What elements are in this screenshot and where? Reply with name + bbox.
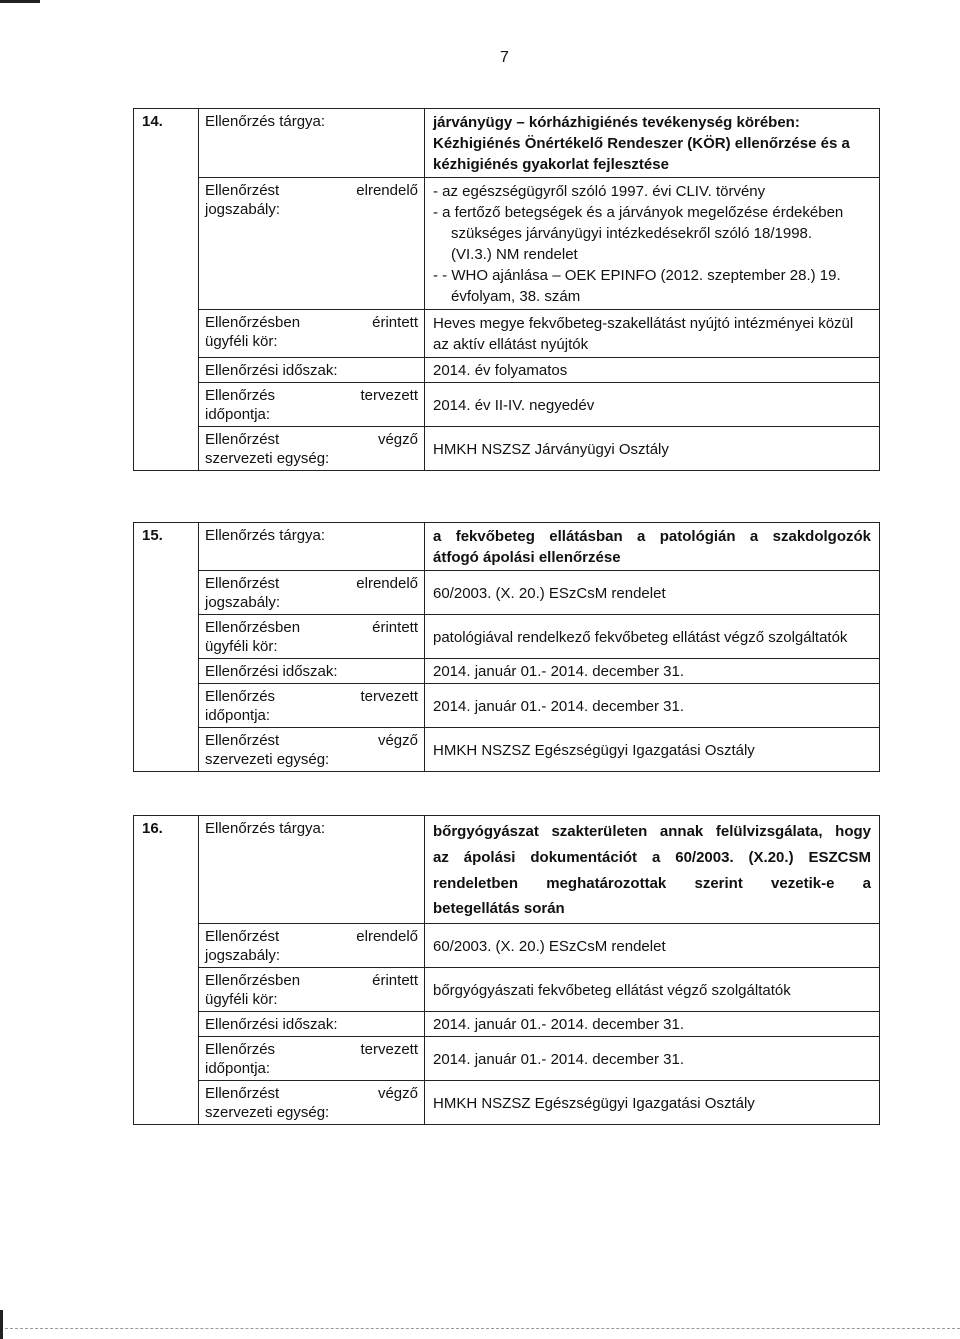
audit-table-16 <box>133 815 880 1125</box>
client-label-word: ügyféli kör: <box>205 333 278 350</box>
client-label-word: Ellenőrzésben <box>205 972 301 989</box>
subject-label-cell <box>199 816 425 924</box>
section-number: 14. <box>134 109 199 471</box>
client-label-word: Ellenőrzésben <box>205 619 301 636</box>
planned-value: 2014. január 01.- 2014. december 31. <box>433 1050 685 1068</box>
client-label-word: ügyféli kör: <box>205 638 278 655</box>
unit-label-cell <box>199 1081 425 1125</box>
subject-line: járványügy – kórházhigiénés tevékenység körében: <box>433 114 800 131</box>
client-line: az aktív ellátást nyújtók <box>433 336 589 353</box>
unit-value: HMKH NSZSZ Egészségügyi Igazgatási Osztály <box>433 741 755 759</box>
planned-label-cell <box>199 684 425 728</box>
law-value: 60/2003. (X. 20.) ESzCsM rendelet <box>433 937 666 955</box>
client-value: patológiával rendelkező fekvőbeteg ellátást végző szolgáltatók <box>433 628 848 646</box>
planned-value-cell <box>425 684 880 728</box>
row-planned <box>134 1037 880 1081</box>
subject-label: Ellenőrzés tárgya: <box>205 113 326 130</box>
law-label-word: jogszabály: <box>205 947 281 964</box>
period-value-cell <box>425 358 880 383</box>
planned-label-word: tervezett <box>360 387 418 404</box>
period-value: 2014. év folyamatos <box>433 362 568 379</box>
client-value-cell <box>425 968 880 1012</box>
row-subject <box>134 109 880 178</box>
law-line: évfolyam, 38. szám <box>451 288 581 305</box>
unit-label-word: végző <box>377 431 418 448</box>
subject-line: kézhigiénés gyakorlat fejlesztése <box>433 156 669 173</box>
unit-label-word: végző <box>377 732 418 749</box>
row-law <box>134 178 880 310</box>
row-period <box>134 1012 880 1037</box>
law-label-word: jogszabály: <box>205 594 281 611</box>
period-label: Ellenőrzési időszak: <box>205 362 338 379</box>
row-planned <box>134 383 880 427</box>
unit-value-cell <box>425 1081 880 1125</box>
planned-label-cell <box>199 383 425 427</box>
subject-line: bőrgyógyászat szakterületen annak felülvizsgálata, hogy <box>433 823 871 840</box>
row-period <box>134 659 880 684</box>
row-subject <box>134 523 880 571</box>
subject-value-cell <box>425 523 880 571</box>
subject-label: Ellenőrzés tárgya: <box>205 527 326 544</box>
subject-label-cell <box>199 523 425 571</box>
unit-label-word: végző <box>377 1085 418 1102</box>
planned-label-cell <box>199 1037 425 1081</box>
row-planned <box>134 684 880 728</box>
unit-value-cell <box>425 728 880 772</box>
period-value: 2014. január 01.- 2014. december 31. <box>433 663 685 680</box>
law-label-cell <box>199 571 425 615</box>
planned-value: 2014. év II-IV. negyedév <box>433 396 595 414</box>
client-label-word: érintett <box>372 972 418 989</box>
client-value: bőrgyógyászati fekvőbeteg ellátást végző szolgáltatók <box>433 981 791 999</box>
planned-label-word: időpontja: <box>205 707 271 724</box>
client-label-word: érintett <box>372 314 418 331</box>
unit-label-cell <box>199 427 425 471</box>
law-line: szükséges járványügyi intézkedésekről szóló 18/1998. <box>451 225 813 242</box>
client-value-cell <box>425 615 880 659</box>
period-label: Ellenőrzési időszak: <box>205 663 338 680</box>
subject-label: Ellenőrzés tárgya: <box>205 820 326 837</box>
period-value: 2014. január 01.- 2014. december 31. <box>433 1016 685 1033</box>
unit-value: HMKH NSZSZ Egészségügyi Igazgatási Osztály <box>433 1094 755 1112</box>
planned-value-cell <box>425 1037 880 1081</box>
law-label-word: elrendelő <box>356 182 418 199</box>
planned-label-word: időpontja: <box>205 406 271 423</box>
client-line: Heves megye fekvőbeteg-szakellátást nyújtó intézményei közül <box>433 315 854 332</box>
planned-label-word: tervezett <box>360 688 418 705</box>
law-value: 60/2003. (X. 20.) ESzCsM rendelet <box>433 584 666 602</box>
planned-label-word: időpontja: <box>205 1060 271 1077</box>
period-label-cell <box>199 1012 425 1037</box>
row-law <box>134 924 880 968</box>
client-label-cell <box>199 310 425 358</box>
law-label-word: Ellenőrzést <box>205 182 280 199</box>
period-value-cell <box>425 659 880 684</box>
unit-label-word: Ellenőrzést <box>205 1085 280 1102</box>
client-label-cell <box>199 615 425 659</box>
row-law <box>134 571 880 615</box>
section-number: 16. <box>134 816 199 1125</box>
planned-label-word: Ellenőrzés <box>205 1041 276 1058</box>
subject-line: az ápolási dokumentációt a 60/2003. (X.20.) ESZCSM <box>433 849 871 866</box>
unit-label-word: szervezeti egység: <box>205 450 330 467</box>
law-value-cell <box>425 571 880 615</box>
client-label-cell <box>199 968 425 1012</box>
law-label-word: jogszabály: <box>205 201 281 218</box>
row-client <box>134 310 880 358</box>
unit-label-word: szervezeti egység: <box>205 1104 330 1121</box>
law-label-word: elrendelő <box>356 575 418 592</box>
law-line: - a fertőző betegségek és a járványok megelőzése érdekében <box>433 204 844 221</box>
law-value-cell <box>425 178 880 310</box>
subject-label-cell <box>199 109 425 178</box>
law-value-cell <box>425 924 880 968</box>
scan-edge-mark <box>0 0 40 3</box>
subject-line: a fekvőbeteg ellátásban a patológián a szakdolgozók <box>433 528 871 545</box>
law-line: - az egészségügyről szóló 1997. évi CLIV. törvény <box>433 183 766 200</box>
subject-value-cell <box>425 109 880 178</box>
section-number: 15. <box>134 523 199 772</box>
law-label-word: elrendelő <box>356 928 418 945</box>
row-client <box>134 968 880 1012</box>
audit-table-14 <box>133 108 880 471</box>
unit-value-cell <box>425 427 880 471</box>
period-label-cell <box>199 659 425 684</box>
period-label-cell <box>199 358 425 383</box>
unit-label-word: Ellenőrzést <box>205 732 280 749</box>
unit-label-word: Ellenőrzést <box>205 431 280 448</box>
law-label-cell <box>199 178 425 310</box>
audit-table-15 <box>133 522 880 772</box>
law-line: (VI.3.) NM rendelet <box>451 246 578 263</box>
law-label-word: Ellenőrzést <box>205 575 280 592</box>
page-number: 7 <box>500 49 509 66</box>
scan-edge-mark <box>0 1310 3 1339</box>
unit-value: HMKH NSZSZ Járványügyi Osztály <box>433 440 669 458</box>
planned-label-word: tervezett <box>360 1041 418 1058</box>
period-value-cell <box>425 1012 880 1037</box>
subject-value-cell <box>425 816 880 924</box>
unit-label-word: szervezeti egység: <box>205 751 330 768</box>
law-label-cell <box>199 924 425 968</box>
subject-line: rendeletben meghatározottak szerint vezetik-e a <box>433 875 871 892</box>
subject-line: Kézhigiénés Önértékelő Rendeszer (KÖR) ellenőrzése és a <box>433 135 850 152</box>
page-bottom-divider <box>0 1328 960 1329</box>
client-value-cell <box>425 310 880 358</box>
client-label-word: Ellenőrzésben <box>205 314 301 331</box>
law-label-word: Ellenőrzést <box>205 928 280 945</box>
law-line: - - WHO ajánlása – OEK EPINFO (2012. szeptember 28.) 19. <box>433 267 841 284</box>
planned-value: 2014. január 01.- 2014. december 31. <box>433 697 685 715</box>
planned-value-cell <box>425 383 880 427</box>
period-label: Ellenőrzési időszak: <box>205 1016 338 1033</box>
client-label-word: ügyféli kör: <box>205 991 278 1008</box>
row-unit <box>134 427 880 471</box>
planned-label-word: Ellenőrzés <box>205 387 276 404</box>
row-client <box>134 615 880 659</box>
client-label-word: érintett <box>372 619 418 636</box>
row-unit <box>134 728 880 772</box>
row-subject <box>134 816 880 924</box>
row-period <box>134 358 880 383</box>
subject-line: átfogó ápolási ellenőrzése <box>433 549 621 566</box>
planned-label-word: Ellenőrzés <box>205 688 276 705</box>
row-unit <box>134 1081 880 1125</box>
subject-line: betegellátás során <box>433 900 565 917</box>
unit-label-cell <box>199 728 425 772</box>
